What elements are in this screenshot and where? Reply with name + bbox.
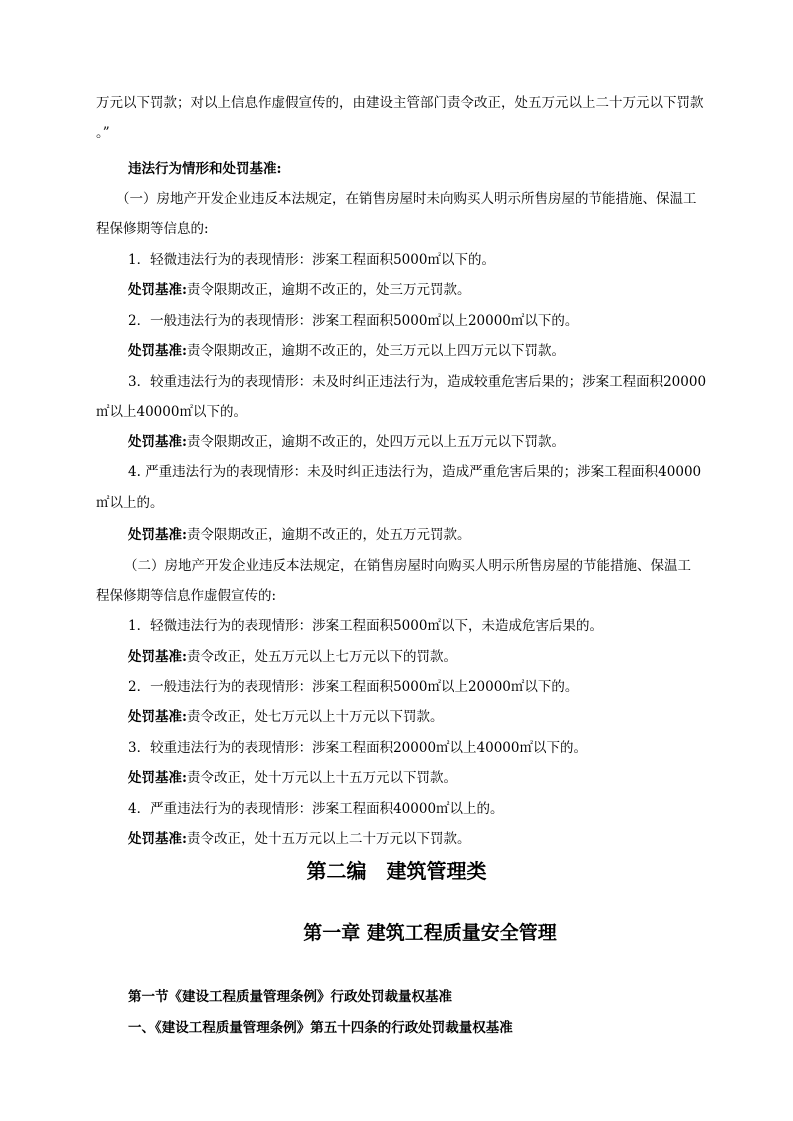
penalty-label: 处罚基准: [128,770,187,786]
list-item: 4. 严重违法行为的表现情形：未及时纠正违法行为，造成严重危害后果的；涉案工程面积40000 [128,464,702,480]
penalty-label: 处罚基准: [128,343,187,359]
list-item: 3．较重违法行为的表现情形：涉案工程面积20000㎡以上40000㎡以下的。 [128,740,587,756]
list-item: 2．一般违法行为的表现情形：涉案工程面积5000㎡以上20000㎡以下的。 [128,679,579,695]
penalty-line [128,648,457,666]
list-item: 1．轻微违法行为的表现情形：涉案工程面积5000㎡以下的。 [128,252,495,268]
penalty-line [128,830,470,848]
penalty-text: 责令限期改正，逾期不改正的，处五万元罚款。 [186,527,471,543]
list-item: 2．一般违法行为的表现情形：涉案工程面积5000㎡以上20000㎡以下的。 [128,313,579,329]
penalty-line [128,342,565,360]
penalty-label: 处罚基准: [128,649,187,665]
penalty-text: 责令改正，处十万元以上十五万元以下罚款。 [186,770,457,786]
penalty-text: 责令限期改正，逾期不改正的，处三万元以上四万元以下罚款。 [186,343,565,359]
penalty-text: 责令改正，处七万元以上十万元以下罚款。 [186,709,444,725]
paragraph-line: 万元以下罚款；对以上信息作虚假宣传的，由建设主管部门责令改正，处五万元以上二十万元以下罚款 [96,95,704,111]
list-item: 3．较重违法行为的表现情形：未及时纠正违法行为，造成较重危害后果的；涉案工程面积20000 [128,374,707,390]
list-item-continued: ㎡以上的。 [96,495,164,511]
penalty-text: 责令改正，处五万元以上七万元以下的罚款。 [186,649,457,665]
penalty-label: 处罚基准: [128,709,187,725]
penalty-line [128,708,443,726]
paragraph-line: 程保修期等信息作虚假宣传的: [96,588,277,604]
penalty-line [128,526,470,544]
paragraph-line: 。” [96,125,110,141]
penalty-label: 处罚基准: [128,434,187,450]
list-item: 1．轻微违法行为的表现情形：涉案工程面积5000㎡以下，未造成危害后果的。 [128,618,603,634]
penalty-text: 责令改正，处十五万元以上二十万元以下罚款。 [186,831,471,847]
penalty-text: 责令限期改正，逾期不改正的，处三万元罚款。 [186,282,471,298]
part-title: 第二编 建筑管理类 [306,859,487,883]
penalty-line [128,433,565,451]
penalty-label: 处罚基准: [128,831,187,847]
list-item: 4．严重违法行为的表现情形：涉案工程面积40000㎡以上的。 [128,801,504,817]
penalty-line [128,769,457,787]
penalty-label: 处罚基准: [128,527,187,543]
penalty-label: 处罚基准: [128,282,187,298]
list-item-continued: ㎡以上40000㎡以下的。 [96,404,247,420]
subsection-title: 一、《建设工程质量管理条例》第五十四条的行政处罚裁量权基准 [128,1020,513,1036]
section-title: 第一节《建设工程质量管理条例》行政处罚裁量权基准 [128,989,452,1005]
penalty-text: 责令限期改正，逾期不改正的，处四万元以上五万元以下罚款。 [186,434,565,450]
penalty-line [128,281,470,299]
chapter-title: 第一章 建筑工程质量安全管理 [303,922,557,944]
paragraph-line: 程保修期等信息的: [96,221,209,237]
section-heading: 违法行为情形和处罚基准: [128,161,282,177]
paragraph-line: （一）房地产开发企业违反本法规定，在销售房屋时未向购买人明示所售房屋的节能措施、保温工 [116,191,697,207]
paragraph-line: （二）房地产开发企业违反本法规定，在销售房屋时向购买人明示所售房屋的节能措施、保温工 [124,558,691,574]
